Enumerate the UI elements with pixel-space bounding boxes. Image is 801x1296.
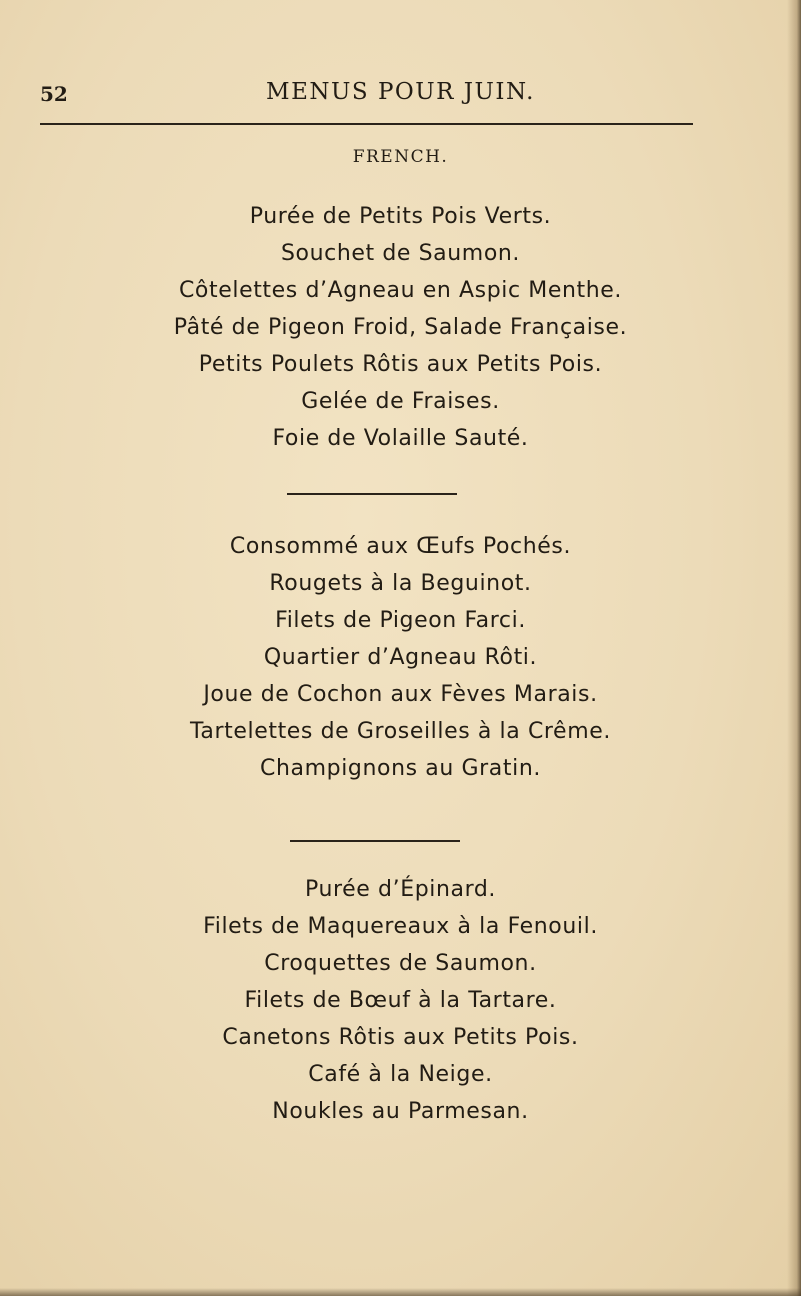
menu-item: Souchet de Saumon. (280, 241, 521, 266)
menu-item: Croquettes de Saumon. (264, 951, 537, 976)
menu-item: Foie de Volaille Sauté. (272, 426, 529, 451)
menu-item: Filets de Pigeon Farci. (275, 608, 526, 633)
menu-item: Consommé aux Œufs Pochés. (229, 534, 572, 559)
menu-item: Purée de Petits Pois Verts. (249, 204, 552, 229)
menu-item: Purée d’Épinard. (304, 877, 497, 902)
menu-item: Canetons Rôtis aux Petits Pois. (222, 1025, 579, 1050)
page-bottom-shadow (0, 1288, 801, 1296)
menu-item: Joue de Cochon aux Fèves Marais. (203, 682, 598, 707)
page-number: 52 (40, 82, 68, 106)
menu-divider (290, 840, 460, 842)
menu-item: Café à la Neige. (308, 1062, 493, 1087)
menu-item: Champignons au Gratin. (260, 756, 541, 781)
menu-item: Pâté de Pigeon Froid, Salade Française. (173, 315, 628, 340)
menu-item: Gelée de Fraises. (301, 389, 500, 414)
menu-divider (287, 493, 457, 495)
menu-1 (0, 198, 801, 457)
menu-3 (0, 871, 801, 1130)
header-rule (40, 123, 693, 125)
menu-item: Filets de Maquereaux à la Fenouil. (203, 914, 598, 939)
running-head: MENUS POUR JUIN. (266, 79, 535, 105)
menu-item: Tartelettes de Groseilles à la Crême. (190, 719, 611, 744)
menu-item: Rougets à la Beguinot. (269, 571, 532, 596)
section-heading: FRENCH. (352, 147, 449, 167)
menu-item: Côtelettes d’Agneau en Aspic Menthe. (178, 278, 623, 303)
menu-2 (0, 528, 801, 787)
menu-item: Quartier d’Agneau Rôti. (263, 645, 538, 670)
menu-item: Noukles au Parmesan. (272, 1099, 529, 1124)
menu-item: Petits Poulets Rôtis aux Petits Pois. (198, 352, 603, 377)
menu-item: Filets de Bœuf à la Tartare. (244, 988, 557, 1013)
